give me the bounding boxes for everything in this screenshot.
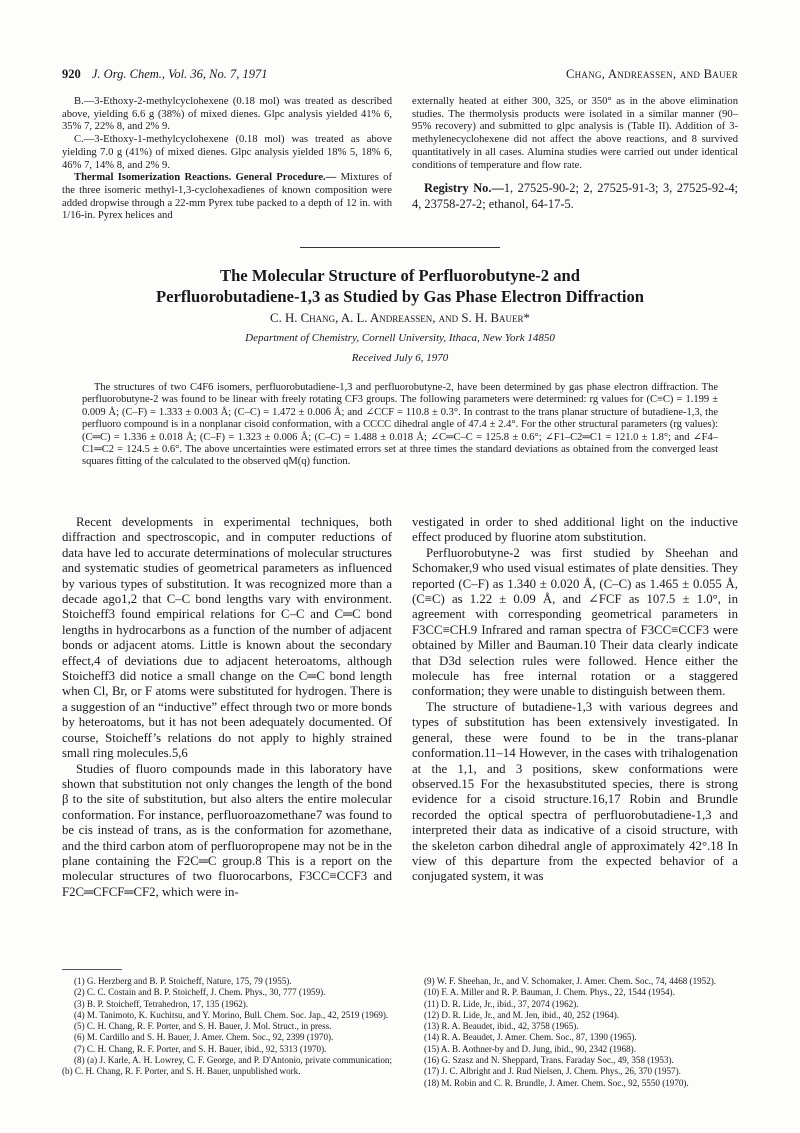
footnote: (5) C. H. Chang, R. F. Porter, and S. H. Bauer, J. Mol. Struct., in press. xyxy=(74,1021,332,1032)
footnote: (17) J. C. Albright and J. Rud Nielsen, J. Chem. Phys., 26, 370 (1957). xyxy=(424,1066,681,1077)
footnote: (7) C. H. Chang, R. F. Porter, and S. H. Bauer, ibid., 92, 5313 (1970). xyxy=(74,1043,327,1054)
thermal-isomerization-paragraph xyxy=(62,172,392,223)
footnote: (4) M. Tanimoto, K. Kuchitsu, and Y. Morino, Bull. Chem. Soc. Jap., 42, 2519 (1969). xyxy=(74,1009,389,1020)
abstract xyxy=(82,382,718,469)
footnote: (18) M. Robin and C. R. Brundle, J. Amer. Chem. Soc., 92, 5550 (1970). xyxy=(424,1077,689,1088)
journal-citation: J. Org. Chem., Vol. 36, No. 7, 1971 xyxy=(91,67,268,81)
title-line-2: Perfluorobutadiene-1,3 as Studied by Gas Phase Electron Diffraction xyxy=(156,287,644,306)
page-number: 920 xyxy=(62,67,81,81)
received-date: Received July 6, 1970 xyxy=(351,352,449,364)
running-head-left xyxy=(62,66,267,82)
footnote: (3) B. P. Stoicheff, Tetrahedron, 17, 135 (1962). xyxy=(74,998,249,1009)
footnote: (10) F. A. Miller and R. P. Bauman, J. Chem. Phys., 22, 1544 (1954). xyxy=(424,987,675,998)
footnote: (11) D. R. Lide, Jr., ibid., 37, 2074 (1962). xyxy=(424,998,579,1009)
running-head xyxy=(62,66,738,82)
affiliation: Department of Chemistry, Cornell University, Ithaca, New York 14850 xyxy=(245,332,555,344)
body-paragraph-2: Studies of fluoro compounds made in this laboratory have shown that substitution not only changes the length of the bond β to the site of substitution, but also alters the entire molecular conformation. For instance, perfluoroazomethane7 was found to be cis instead of trans, as is the conformation for azomethane, and the third carbon atom of perfluoropropene may not be in the plane containing the F2C═C group.8 This is a report on the molecular structures of two fluorocarbons, F3CC≡CCF3 and F2C═CFCF═CF2, which were in- xyxy=(62,761,392,899)
footnote: (2) C. C. Costain and B. P. Stoicheff, J. Chem. Phys., 30, 777 (1959). xyxy=(74,987,326,998)
footnote: (15) A. B. Aothner-by and D. Jung, ibid., 90, 2342 (1968). xyxy=(424,1043,636,1054)
body-paragraph-4: Perfluorobutyne-2 was first studied by Sheehan and Schomaker,9 who used visual estimates of plate densities. They reported (C–F) as 1.340 ± 0.020 Å, (C–C) as 1.465 ± 0.055 Å, (C≡C) as 1.22 ± 0.09 Å, and ∠FCF as 107.5 ± 1.0°, in agreement with corresponding geometrical parameters in F3CC≡CH.9 Infrared and raman spectra of F3CC≡CCF3 were obtained by Miller and Bauman.10 Their data clearly indicate that D3d selection rules were followed. Hence either the molecule has free internal rotation or a staggered conformation; they were unable to distinguish between them. xyxy=(412,545,738,699)
body-left-column xyxy=(62,515,392,900)
article-authors xyxy=(62,310,738,326)
footnote: (16) G. Szasz and N. Sheppard, Trans. Faraday Soc., 49, 358 (1953). xyxy=(424,1055,674,1066)
title-line-1: The Molecular Structure of Perfluorobutyne-2 and xyxy=(220,266,580,285)
body-paragraph-3: vestigated in order to shed additional light on the inductive effect produced by fluorine atom substitution. xyxy=(412,515,738,545)
registry-numbers xyxy=(412,180,738,212)
footnote: (12) D. R. Lide, Jr., and M. Jen, ibid., 40, 252 (1964). xyxy=(424,1009,619,1020)
footnote-rule xyxy=(62,969,122,970)
footnotes-right xyxy=(412,976,738,1089)
section-divider xyxy=(300,247,500,248)
registry-text: 1, 27525-90-2; 2, 27525-91-3; 3, 27525-92-4; 4, 23758-27-2; ethanol, 64-17-5. xyxy=(412,181,738,212)
thermal-heading: Thermal Isomerization Reactions. General Procedure.— xyxy=(74,172,337,184)
authors-text: C. H. Chang, A. L. Andreassen, and S. H. Bauer* xyxy=(270,311,530,325)
thermal-text: Mixtures of the three isomeric methyl-1,3-cyclohexadienes of known composition were added dropwise through a 22-mm Pyrex tube packed to a depth of 12 in. with 1/16-in. Pyrex helices and xyxy=(62,172,392,222)
prev-paragraph-c: C.—3-Ethoxy-1-methylcyclohexene (0.18 mol) was treated as above yielding 7.0 g (41%) of mixed dienes. Glpc analysis yielded 18% 5, 18% 6, 46% 7, 14% 8, and 2% 9. xyxy=(62,134,392,171)
footnote: (1) G. Herzberg and B. P. Stoicheff, Nature, 175, 79 (1955). xyxy=(74,976,292,986)
prev-article-left-column xyxy=(62,96,392,223)
body-right-column xyxy=(412,515,738,885)
footnote: (8) (a) J. Karle, A. H. Lowrey, C. F. George, and P. D'Antonio, private communication; (b) C. H. Chang, R. F. Porter, and S. H. Bauer, unpublished work. xyxy=(62,1055,392,1077)
article-title xyxy=(62,265,738,307)
footnote: (9) W. F. Sheehan, Jr., and V. Schomaker, J. Amer. Chem. Soc., 74, 4468 (1952). xyxy=(424,976,717,986)
body-paragraph-1: Recent developments in experimental techniques, both diffraction and spectroscopic, and in computer reductions of data have led to accurate determinations of molecular structures and systematic studies of geometrical parameters as influenced by various types of substitution. It was recognized more than a decade ago1,2 that C–C bond lengths vary with environment. Stoicheff3 found empirical relations for C–C and C═C bond lengths in hydrocarbons as a function of the number of adjacent bonds or adjacent atoms. Little is known about the secondary effect,4 of deviations due to adjacent heteroatoms, although Stoicheff3 did notice a small change on the C═C bond length when Cl, Br, or F atoms were substituted for hydrogen. There is a suggestion of an “inductive” effect through two or more bonds by heteroatoms, but it has not been adequately documented. Of course, Stoicheff’s relations do not apply to highly strained small ring molecules.5,6 xyxy=(62,515,392,761)
footnote: (13) R. A. Beaudet, ibid., 42, 3758 (1965). xyxy=(424,1021,579,1032)
footnotes-left xyxy=(62,976,392,1078)
footnote: (6) M. Cardillo and S. H. Bauer, J. Amer. Chem. Soc., 92, 2399 (1970). xyxy=(74,1032,334,1043)
registry-heading: Registry No.— xyxy=(424,181,504,196)
running-head-authors: Chang, Andreassen, and Bauer xyxy=(565,67,738,81)
prev-paragraph-b: B.—3-Ethoxy-2-methylcyclohexene (0.18 mol) was treated as described above, yielding 6.6 g (38%) of mixed dienes. Glpc analysis yielded 41% 6, 35% 7, 22% 8, and 2% 9. xyxy=(62,96,392,133)
prev-article-right-column xyxy=(412,96,738,212)
footnote: (14) R. A. Beaudet, J. Amer. Chem. Soc., 87, 1390 (1965). xyxy=(424,1032,637,1043)
abstract-text: The structures of two C4F6 isomers, perfluorobutadiene-1,3 and perfluorobutyne-2, have been determined by gas phase electron diffraction. The perfluorobutyne-2 was found to be linear with freely rotating CF3 groups. The following parameters were determined: rg values for (C≡C) = 1.199 ± 0.009 Å; (C–F) = 1.333 ± 0.003 Å; (C–C) = 1.472 ± 0.006 Å; and ∠CCF = 110.8 ± 0.3°. In contrast to the trans planar structure of butadiene-1,3, the perfluoro compound is in a nonplanar cisoid conformation, with a CCCC dihedral angle of 47.4 ± 2.4°. For the other structural parameters (rg values): (C═C) = 1.336 ± 0.018 Å; (C–F) = 1.323 ± 0.006 Å; (C–C) = 1.488 ± 0.018 Å; ∠C═C–C = 125.8 ± 0.6°; ∠F1–C2═C1 = 121.0 ± 1.8°; and ∠F4–C1═C2 = 124.5 ± 0.6°. The above uncertainties were estimated errors set at three times the standard deviations as obtained from the converged least squares fitting of the calculated to the observed qM(q) function. xyxy=(82,382,718,468)
prev-right-paragraph: externally heated at either 300, 325, or 350° as in the above elimination studies. The thermolysis products were isolated in a similar manner (90–95% recovery) and submitted to glpc analysis is (Table II). Addition of 3-methylenecyclohexene did not affect the above reactions, and 8 survived quantitatively in all cases. Alumina studies were carried out under identical conditions of temperature and flow rate. xyxy=(412,96,738,171)
body-paragraph-5: The structure of butadiene-1,3 with various degrees and types of substitution has been extensively investigated. In general, these were found to be in the trans-planar conformation.11–14 However, in the cases with trihalogenation at the 1,1, and 3 positions, skew conformations were observed.15 For the hexasubstituted species, there is strong evidence for a cisoid structure.16,17 Robin and Brundle recorded the optical spectra of perfluorobutadiene-1,3 and interpreted their data as indicative of a cisoid structure, with the skeleton carbon dihedral angle of approximately 42°.18 In view of this departure from the expected behavior of a conjugated system, it was xyxy=(412,699,738,884)
